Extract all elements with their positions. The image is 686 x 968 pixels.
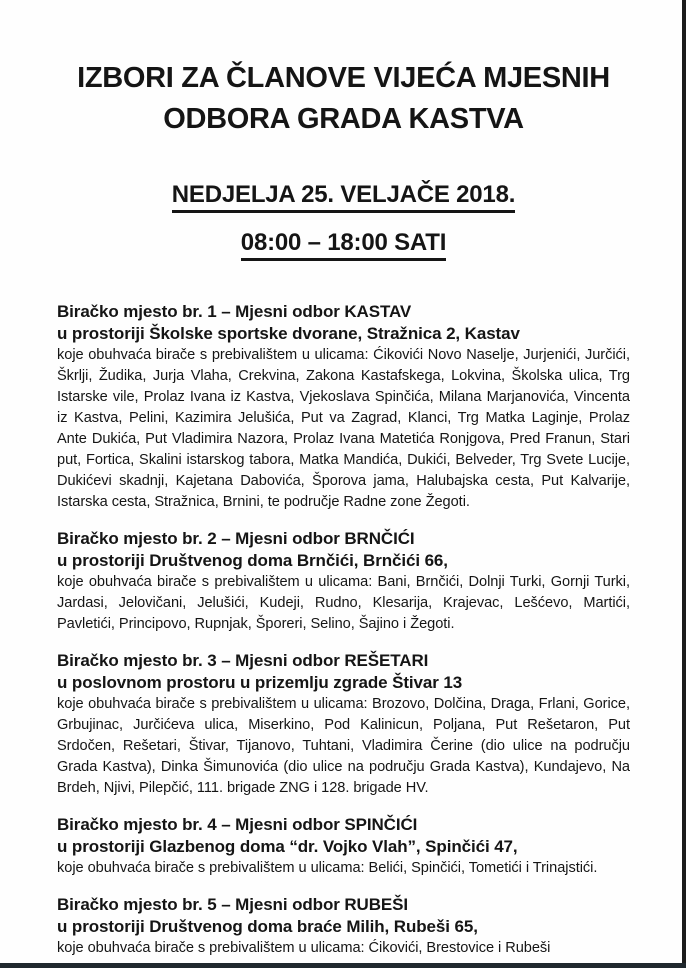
polling-station-section-5 [57, 894, 630, 959]
section-heading: Biračko mjesto br. 4 – Mjesni odbor SPINČIĆI [57, 815, 418, 834]
section-body: koje obuhvaća birače s prebivalištem u ulicama: Ćikovići, Brestovice i Rubeši [57, 940, 551, 956]
section-heading: Biračko mjesto br. 1 – Mjesni odbor KASTAV [57, 302, 412, 321]
election-time-row [57, 230, 630, 261]
scan-edge-bottom [0, 963, 686, 968]
election-time: 08:00 – 18:00 SATI [241, 230, 446, 261]
election-date-row [57, 182, 630, 213]
election-date: NEDJELJA 25. VELJAČE 2018. [172, 182, 515, 213]
election-schedule [57, 182, 630, 261]
section-body: koje obuhvaća birače s prebivalištem u ulicama: Bani, Brnčići, Dolnji Turki, Gornji Turki, Jardasi, Jelovičani, Jelušići, Kudeji, Rudno, Klesarija, Krajevac, Lešćevo, Martići, Pavletići, Principovo, Rupnjak, Šporeri, Selino, Šajino i Žegoti. [57, 574, 630, 632]
section-heading: Biračko mjesto br. 5 – Mjesni odbor RUBEŠI [57, 895, 408, 914]
page-title: IZBORI ZA ČLANOVE VIJEĆA MJESNIH ODBORA GRADA KASTVA [77, 62, 610, 135]
section-body: koje obuhvaća birače s prebivalištem u ulicama: Brozovo, Dolčina, Draga, Frlani, Gorice, Grbujinac, Jurčićeva ulica, Miserkino, Pod Kalinicun, Poljana, Put Rešetaron, Put Srdočen, Rešetari, Štivar, Tijanovo, Tuhtani, Vladimira Čerine (dio ulice na području Grada Kastva), Dinka Šimunovića (dio ulice na području Grada Kastva), Kundajevo, Na Brdeh, Njivi, Pilepčić, 111. brigade ZNG i 128. brigade HV. [57, 696, 630, 796]
section-heading: Biračko mjesto br. 2 – Mjesni odbor BRNČIĆI [57, 529, 415, 548]
polling-station-section-4 [57, 814, 630, 879]
polling-station-section-2 [57, 528, 630, 635]
polling-station-list [57, 301, 630, 959]
section-location: u prostoriji Školske sportske dvorane, Stražnica 2, Kastav [57, 324, 520, 343]
section-body: koje obuhvaća birače s prebivalištem u ulicama: Belići, Spinčići, Tometići i Trinajstići. [57, 860, 598, 876]
polling-station-section-3 [57, 650, 630, 799]
scan-edge-right [682, 0, 686, 968]
section-heading: Biračko mjesto br. 3 – Mjesni odbor REŠETARI [57, 651, 429, 670]
section-location: u prostoriji Društvenog doma Brnčići, Brnčići 66, [57, 551, 448, 570]
section-location: u prostoriji Društvenog doma braće Milih, Rubeši 65, [57, 917, 478, 936]
section-body: koje obuhvaća birače s prebivalištem u ulicama: Ćikovići Novo Naselje, Jurjenići, Jurčići, Škrlji, Žudika, Jurja Vlaha, Crekvina, Zakona Kastafskega, Lokvina, Školska ulica, Trg Istarske vile, Prolaz Ivana iz Kastva, Vjekoslava Spinčića, Milana Marjanovića, Vincenta iz Kastva, Pelini, Kazimira Jelušića, Put va Zagrad, Klanci, Trg Matka Laginje, Prolaz Ante Dukića, Put Vladimira Nazora, Prolaz Ivana Matetića Ronjgova, Pred Franun, Stari put, Fortica, Skalini istarskog tabora, Matka Mandića, Dukići, Belveder, Trg Svete Lucije, Dukićevi skadnji, Kajetana Dabovića, Šporova jama, Halubajska cesta, Put Kalvarije, Istarska cesta, Stražnica, Brnini, te područje Radne zone Žegoti. [57, 347, 630, 510]
section-location: u prostoriji Glazbenog doma “dr. Vojko Vlah”, Spinčići 47, [57, 837, 518, 856]
polling-station-section-1 [57, 301, 630, 513]
section-location: u poslovnom prostoru u prizemlju zgrade Štivar 13 [57, 673, 463, 692]
